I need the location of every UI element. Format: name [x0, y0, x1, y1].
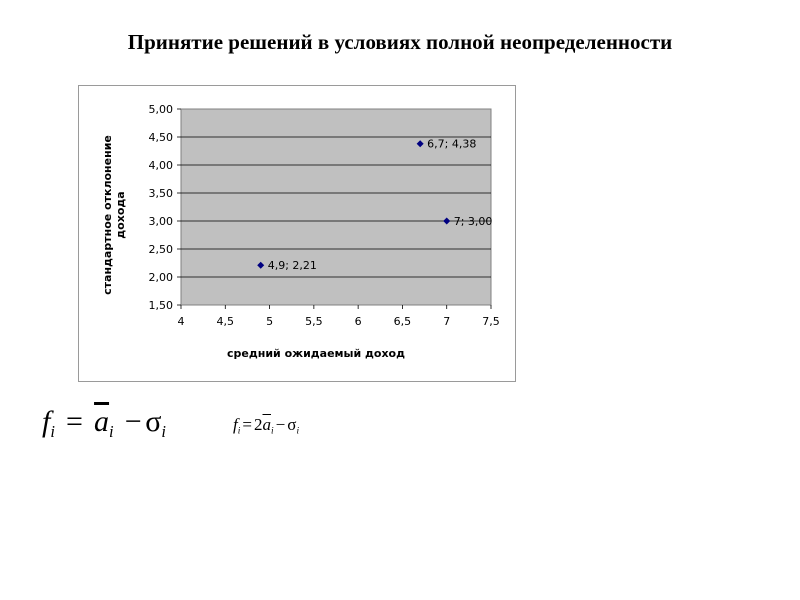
y-tick-label: 3,00	[148, 215, 173, 228]
y-tick-label: 4,00	[148, 159, 173, 172]
formula-subscript: i	[296, 426, 300, 437]
x-axis-title: средний ожидаемый доход	[226, 347, 406, 360]
slide-title: Принятие решений в условиях полной неопределенности	[127, 30, 673, 54]
y-tick-label: 4,50	[148, 131, 173, 144]
formula-sigma: σ	[145, 405, 162, 438]
y-axis-title-line: дохода	[114, 191, 127, 239]
x-tick-label: 5	[266, 315, 274, 328]
formula-minus: −	[275, 415, 286, 434]
chart-container	[78, 85, 516, 382]
formula-fi-a-minus-sigma	[42, 405, 166, 442]
x-tick-label: 4,5	[216, 315, 235, 328]
y-tick-label: 3,50	[148, 187, 173, 200]
y-tick-label: 2,00	[148, 271, 173, 284]
y-axis-title	[101, 135, 127, 295]
y-tick-label: 2,50	[148, 243, 173, 256]
x-tick-label: 7,5	[482, 315, 500, 328]
formula-equals: =	[66, 405, 83, 438]
x-tick-label: 6,5	[393, 315, 412, 328]
formula-f: f	[233, 415, 238, 434]
formula-subscript: i	[50, 421, 55, 441]
x-tick-label: 4	[177, 315, 185, 328]
data-label: 6,7; 4,38	[427, 137, 477, 151]
formula-subscript: i	[109, 421, 114, 441]
data-label: 4,9; 2,21	[267, 259, 317, 273]
formula-subscript: i	[237, 426, 241, 437]
formula-equals: =	[242, 415, 252, 434]
formula-a-bar: $\overline{a}$	[94, 405, 110, 438]
y-axis-title-line: стандартное отклонение	[101, 135, 114, 295]
formula-sigma: σ	[287, 415, 297, 434]
y-tick-label: 1,50	[148, 299, 173, 312]
formula-subscript: i	[271, 426, 274, 437]
formula-fi-2a-minus-sigma	[233, 415, 299, 436]
x-tick-label: 5,5	[305, 315, 323, 328]
y-tick-label: 5,00	[148, 103, 173, 116]
data-label: 7; 3,00	[453, 215, 493, 228]
scatter-chart	[79, 86, 515, 381]
formula-a-bar: $\overline{a}$	[262, 415, 271, 434]
formula-coefficient: 2	[254, 415, 263, 434]
x-tick-label: 7	[443, 315, 451, 328]
formula-f: f	[42, 405, 51, 438]
formula-minus: −	[124, 405, 142, 438]
x-tick-label: 6	[354, 315, 362, 328]
formula-subscript: i	[161, 421, 167, 441]
